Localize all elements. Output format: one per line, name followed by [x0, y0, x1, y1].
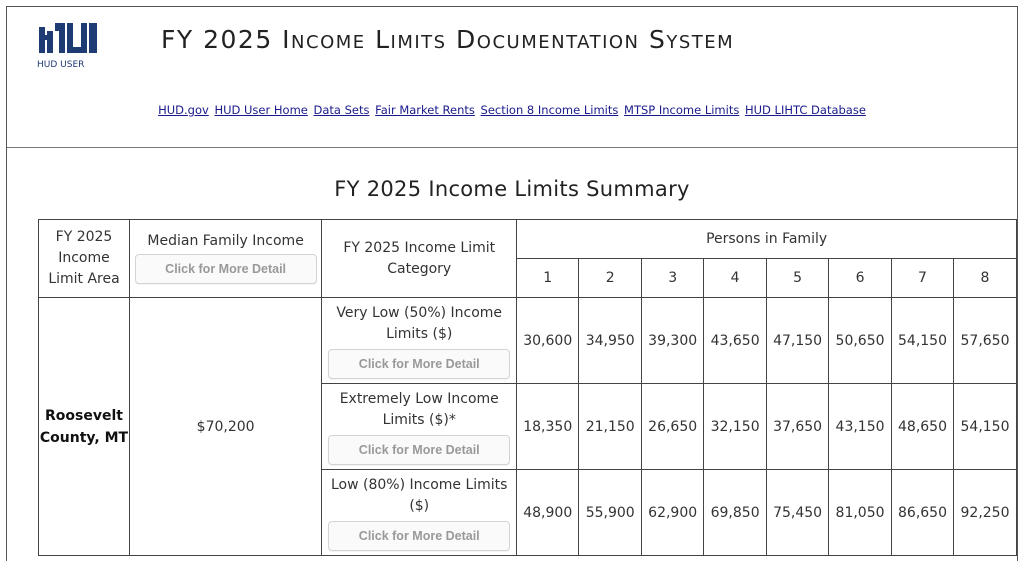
header-area-label: FY 2025 Income Limit Area: [48, 229, 120, 287]
value-cell: 57,650: [954, 298, 1017, 384]
value-cell: 54,150: [954, 384, 1017, 470]
persons-col-2: 2: [579, 259, 642, 298]
nav-link-hud-lihtc-database[interactable]: HUD LIHTC Database: [744, 103, 866, 117]
value-cell: 26,650: [642, 384, 704, 470]
value-cell: 39,300: [642, 298, 704, 384]
header-area: [39, 220, 130, 298]
value-cell-highlighted: 43,650: [704, 298, 767, 384]
nav-link-mtsp-income-limits[interactable]: MTSP Income Limits: [624, 103, 740, 117]
site-title: FY 2025 Income Limits Documentation System: [161, 25, 735, 54]
persons-col-8: 8: [954, 259, 1017, 298]
value-cell: 48,650: [892, 384, 954, 470]
hud-user-logo[interactable]: [37, 21, 99, 73]
value-cell-highlighted: 69,850: [704, 470, 767, 556]
persons-col-3: 3: [642, 259, 704, 298]
category-cell: [322, 470, 517, 556]
persons-col-6: 6: [829, 259, 892, 298]
nav-link-hud-user-home[interactable]: HUD User Home: [214, 103, 308, 117]
value-cell-highlighted: 32,150: [704, 384, 767, 470]
value-cell: 86,650: [892, 470, 954, 556]
value-cell: 50,650: [829, 298, 892, 384]
value-cell: 75,450: [767, 470, 829, 556]
page-frame: [6, 6, 1018, 561]
persons-col-4: 4: [704, 259, 767, 298]
summary-title: FY 2025 Income Limits Summary: [334, 177, 690, 201]
median-income-value: $70,200: [130, 298, 322, 556]
value-cell: 92,250: [954, 470, 1017, 556]
nav-link-data-sets[interactable]: Data Sets: [313, 103, 370, 117]
value-cell: 47,150: [767, 298, 829, 384]
value-cell: 55,900: [579, 470, 642, 556]
value-cell: 30,600: [517, 298, 579, 384]
extremely-low-detail-button[interactable]: Click for More Detail: [328, 435, 510, 465]
category-label: Very Low (50%) Income Limits ($): [336, 304, 503, 342]
nav-link-section8-income-limits[interactable]: Section 8 Income Limits: [480, 103, 619, 117]
median-income-detail-button[interactable]: Click for More Detail: [135, 254, 317, 284]
value-cell: 81,050: [829, 470, 892, 556]
value-cell: 48,900: [517, 470, 579, 556]
very-low-detail-button[interactable]: Click for More Detail: [328, 349, 510, 379]
top-nav: [7, 103, 1017, 117]
header-persons-label: Persons in Family: [706, 230, 828, 247]
header-median-income: [130, 220, 322, 298]
site-header: [7, 7, 1017, 148]
category-cell: [322, 298, 517, 384]
table-row: [39, 298, 1017, 384]
svg-text:HUD USER: HUD USER: [37, 60, 85, 70]
persons-col-5: 5: [767, 259, 829, 298]
value-cell: 62,900: [642, 470, 704, 556]
nav-link-fair-market-rents[interactable]: Fair Market Rents: [375, 103, 475, 117]
header-category-label: FY 2025 Income Limit Category: [343, 239, 496, 277]
category-label: Low (80%) Income Limits ($): [330, 476, 508, 514]
value-cell: 37,650: [767, 384, 829, 470]
category-cell: [322, 384, 517, 470]
nav-link-hud-gov[interactable]: HUD.gov: [158, 103, 209, 117]
category-label: Extremely Low Income Limits ($)*: [339, 390, 499, 428]
low-detail-button[interactable]: Click for More Detail: [328, 521, 510, 551]
value-cell: 43,150: [829, 384, 892, 470]
persons-col-1: 1: [517, 259, 579, 298]
value-cell: 21,150: [579, 384, 642, 470]
area-name-cell: [39, 298, 130, 556]
value-cell: 18,350: [517, 384, 579, 470]
value-cell: 34,950: [579, 298, 642, 384]
area-name: Roosevelt County, MT: [39, 407, 129, 446]
value-cell: 54,150: [892, 298, 954, 384]
header-median-income-label: Median Family Income: [147, 233, 304, 249]
persons-col-7: 7: [892, 259, 954, 298]
header-persons-in-family: [517, 220, 1017, 259]
header-category: [322, 220, 517, 298]
income-limits-table: [38, 219, 1017, 556]
